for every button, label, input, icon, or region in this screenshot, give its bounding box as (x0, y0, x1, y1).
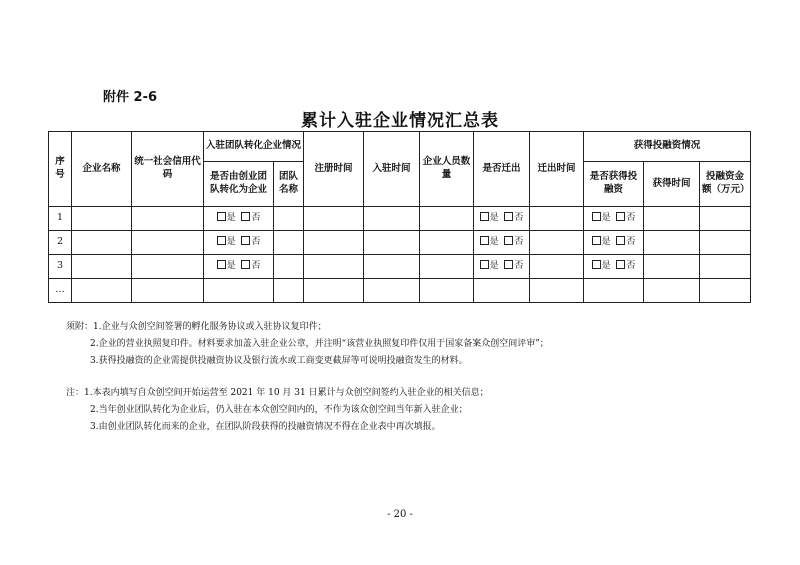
attachment-label: 附件 2-6 (103, 90, 158, 105)
no-label: 否 (514, 213, 524, 224)
header-moveout-time: 迁出时间 (530, 132, 584, 207)
header-got-financing: 是否获得投融资 (584, 162, 644, 207)
yes-no-options (592, 261, 636, 271)
no-checkbox[interactable] (241, 236, 250, 245)
reg-time-cell[interactable] (304, 231, 364, 255)
header-reg-time: 注册时间 (304, 132, 364, 207)
yes-checkbox[interactable] (217, 212, 226, 221)
no-checkbox[interactable] (616, 260, 625, 269)
yes-checkbox[interactable] (217, 260, 226, 269)
financing-amount-cell[interactable] (700, 231, 751, 255)
yes-label: 是 (489, 213, 499, 224)
moved-out-cell (474, 279, 530, 303)
team-name-cell[interactable] (274, 255, 304, 279)
staff-count-cell[interactable] (420, 255, 474, 279)
financing-amount-cell[interactable] (700, 207, 751, 231)
row-seq-cell: 1 (49, 207, 72, 231)
header-team-converted: 是否由创业团队转化为企业 (204, 162, 274, 207)
no-label: 否 (251, 237, 261, 248)
no-label: 否 (626, 261, 636, 272)
staff-count-cell[interactable] (420, 279, 474, 303)
note-item: 3.由创业团队转化而来的企业，在团队阶段获得的投融资情况不得在企业表中再次填报。 (90, 422, 441, 432)
header-financing-time: 获得时间 (644, 162, 700, 207)
team-converted-cell (204, 279, 274, 303)
header-staff-count: 企业人员数量 (420, 132, 474, 207)
requirement-item: 1.企业与众创空间签署的孵化服务协议或入驻协议复印件； (93, 322, 327, 332)
yes-label: 是 (601, 261, 611, 272)
requirement-line-2 (66, 336, 549, 353)
yes-checkbox[interactable] (592, 260, 601, 269)
credit-code-cell[interactable] (132, 255, 204, 279)
team-name-cell[interactable] (274, 207, 304, 231)
yes-checkbox[interactable] (592, 236, 601, 245)
header-company-name: 企业名称 (72, 132, 132, 207)
no-checkbox[interactable] (616, 212, 625, 221)
yes-checkbox[interactable] (480, 236, 489, 245)
entry-time-cell[interactable] (364, 207, 420, 231)
header-financing-amount: 投融资金额（万元） (700, 162, 751, 207)
no-checkbox[interactable] (616, 236, 625, 245)
yes-no-options (480, 213, 524, 223)
yes-checkbox[interactable] (592, 212, 601, 221)
note-line-2 (66, 402, 489, 419)
no-checkbox[interactable] (504, 236, 513, 245)
no-checkbox[interactable] (504, 260, 513, 269)
yes-no-options (480, 261, 524, 271)
yes-no-options (217, 261, 261, 271)
moveout-time-cell[interactable] (530, 279, 584, 303)
yes-label: 是 (601, 213, 611, 224)
requirement-item: 3.获得投融资的企业需提供投融资协议及银行流水或工商变更截屏等可说明投融资发生的材料。 (90, 356, 468, 366)
table-row (49, 255, 751, 279)
reg-time-cell[interactable] (304, 255, 364, 279)
note-item: 2.当年创业团队转化为企业后，仍入驻在本众创空间内的，不作为该众创空间当年新入驻企业； (90, 405, 468, 415)
entry-time-cell[interactable] (364, 231, 420, 255)
company-name-cell[interactable] (72, 207, 132, 231)
staff-count-cell[interactable] (420, 207, 474, 231)
no-label: 否 (514, 261, 524, 272)
summary-table (48, 131, 751, 303)
financing-amount-cell[interactable] (700, 279, 751, 303)
yes-no-options (592, 213, 636, 223)
page-number: - 20 - (387, 509, 413, 520)
requirements-lead: 须附： (66, 322, 94, 332)
no-checkbox[interactable] (504, 212, 513, 221)
no-label: 否 (251, 213, 261, 224)
yes-label: 是 (489, 237, 499, 248)
no-label: 否 (626, 237, 636, 248)
yes-label: 是 (489, 261, 499, 272)
entry-time-cell[interactable] (364, 255, 420, 279)
note-line-1 (66, 385, 489, 402)
moveout-time-cell[interactable] (530, 231, 584, 255)
credit-code-cell[interactable] (132, 207, 204, 231)
no-checkbox[interactable] (241, 212, 250, 221)
no-checkbox[interactable] (241, 260, 250, 269)
yes-label: 是 (226, 213, 236, 224)
reg-time-cell[interactable] (304, 207, 364, 231)
reg-time-cell[interactable] (304, 279, 364, 303)
financing-time-cell[interactable] (644, 255, 700, 279)
header-seq: 序号 (49, 132, 72, 207)
moved-out-cell (474, 255, 530, 279)
yes-no-options (480, 237, 524, 247)
row-seq-cell: 3 (49, 255, 72, 279)
credit-code-cell[interactable] (132, 231, 204, 255)
no-label: 否 (514, 237, 524, 248)
company-name-cell[interactable] (72, 279, 132, 303)
team-name-cell[interactable] (274, 231, 304, 255)
moveout-time-cell[interactable] (530, 207, 584, 231)
moveout-time-cell[interactable] (530, 255, 584, 279)
row-seq-cell: … (49, 279, 72, 303)
yes-no-options (217, 237, 261, 247)
entry-time-cell[interactable] (364, 279, 420, 303)
got-financing-cell (584, 279, 644, 303)
requirement-item: 2.企业的营业执照复印件。材料要求加盖入驻企业公章，并注明“该营业执照复印件仅用于国家备案众创空间评审”； (90, 339, 549, 349)
yes-checkbox[interactable] (480, 260, 489, 269)
header-moved-out: 是否迁出 (474, 132, 530, 207)
table-row (49, 207, 751, 231)
moved-out-cell (474, 231, 530, 255)
financing-time-cell[interactable] (644, 207, 700, 231)
note-line-3 (66, 419, 489, 436)
financing-time-cell[interactable] (644, 231, 700, 255)
requirements-section (66, 319, 549, 370)
company-name-cell[interactable] (72, 255, 132, 279)
document-title: 累计入驻企业情况汇总表 (301, 111, 499, 131)
team-converted-cell (204, 255, 274, 279)
team-name-cell[interactable] (274, 279, 304, 303)
requirement-line-1 (66, 319, 549, 336)
no-label: 否 (626, 213, 636, 224)
yes-checkbox[interactable] (217, 236, 226, 245)
header-entry-time: 入驻时间 (364, 132, 420, 207)
header-financing-group: 获得投融资情况 (584, 132, 751, 162)
yes-label: 是 (601, 237, 611, 248)
header-team-name: 团队名称 (274, 162, 304, 207)
staff-count-cell[interactable] (420, 231, 474, 255)
header-credit-code: 统一社会信用代码 (132, 132, 204, 207)
note-item: 1.本表内填写自众创空间开始运营至 2021 年 10 月 31 日累计与众创空间签约入驻企业的相关信息； (84, 388, 489, 398)
credit-code-cell[interactable] (132, 279, 204, 303)
got-financing-cell (584, 207, 644, 231)
moved-out-cell (474, 207, 530, 231)
table-row (49, 279, 751, 303)
team-converted-cell (204, 231, 274, 255)
requirement-line-3 (66, 353, 549, 370)
yes-label: 是 (226, 261, 236, 272)
table-row (49, 231, 751, 255)
notes-section (66, 385, 489, 436)
header-team-group: 入驻团队转化企业情况 (204, 132, 304, 162)
yes-checkbox[interactable] (480, 212, 489, 221)
row-seq-cell: 2 (49, 231, 72, 255)
yes-no-options (592, 237, 636, 247)
financing-amount-cell[interactable] (700, 255, 751, 279)
notes-lead: 注： (66, 388, 85, 398)
yes-no-options (217, 213, 261, 223)
financing-time-cell[interactable] (644, 279, 700, 303)
company-name-cell[interactable] (72, 231, 132, 255)
no-label: 否 (251, 261, 261, 272)
got-financing-cell (584, 255, 644, 279)
team-converted-cell (204, 207, 274, 231)
yes-label: 是 (226, 237, 236, 248)
got-financing-cell (584, 231, 644, 255)
